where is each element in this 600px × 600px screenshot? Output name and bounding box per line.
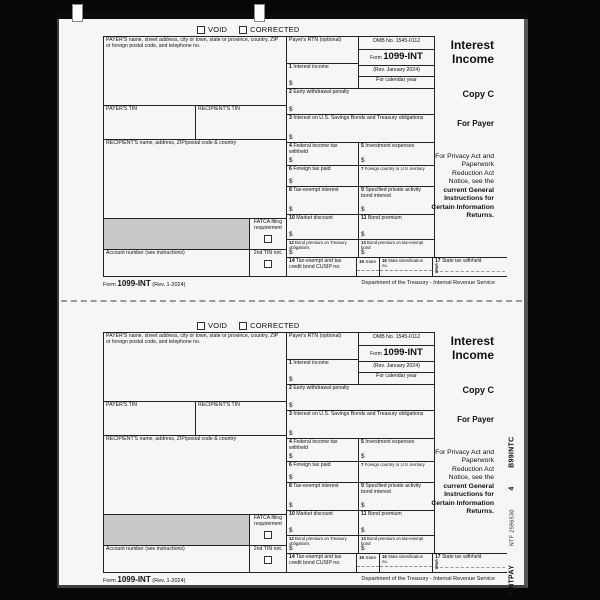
fatca-checkbox[interactable] xyxy=(264,531,272,539)
box-6-foreign-tax-paid xyxy=(286,165,358,186)
state-entry-divider xyxy=(380,270,432,271)
form-number-box xyxy=(358,345,434,361)
corrected-field xyxy=(239,321,299,330)
box-label: Investment expenses xyxy=(365,439,415,445)
state-entry-divider xyxy=(357,566,379,567)
box-label: Foreign tax paid xyxy=(293,462,331,468)
dollar-sign: $ xyxy=(361,156,365,164)
void-corrected-row xyxy=(197,25,299,34)
box-number: 5 xyxy=(361,143,364,149)
margin-code: NTF 2596530 xyxy=(509,509,515,547)
state-entry-divider xyxy=(380,566,432,567)
void-corrected-row xyxy=(197,321,299,330)
fatca-checkbox[interactable] xyxy=(264,235,272,243)
scan-top-bar xyxy=(57,13,528,19)
box-label: Specified private activity bond interest xyxy=(361,483,421,495)
form-title xyxy=(424,39,494,67)
payer-rtn-box xyxy=(286,332,358,359)
box-10-market-discount xyxy=(286,214,358,239)
box-number: 17 xyxy=(435,258,441,264)
box-number: 9 xyxy=(361,187,364,193)
box-5-investment-expenses xyxy=(358,142,434,165)
void-label: VOID xyxy=(208,25,228,34)
box-number: 11 xyxy=(361,215,367,221)
treasury-dept-label: Department of the Treasury - Internal Revenue Service xyxy=(361,280,495,286)
dollar-sign: $ xyxy=(289,375,293,383)
box-number: 12 xyxy=(289,536,294,541)
payer-tin-label: PAYER'S TIN xyxy=(106,402,137,408)
form-word: Form xyxy=(370,351,382,357)
dollar-sign: $ xyxy=(435,565,439,572)
registration-notch xyxy=(72,4,83,22)
payer-rtn-label: Payer's RTN (optional) xyxy=(289,333,342,339)
box-label: Investment expenses xyxy=(365,143,415,149)
corrected-label: CORRECTED xyxy=(250,321,300,330)
account-number-box xyxy=(103,545,249,572)
box-label: Bond premium xyxy=(367,215,402,221)
box-8-tax-exempt-interest xyxy=(286,186,358,214)
box-number: 1 xyxy=(289,360,292,366)
box-13-premium-tax-exempt xyxy=(358,239,434,257)
box-number: 8 xyxy=(289,187,292,193)
box-number: 16 xyxy=(382,258,387,263)
dollar-sign: $ xyxy=(289,205,293,213)
fatca-label: FATCA filing requirement xyxy=(253,515,283,527)
form-title-line2: Income xyxy=(451,347,494,362)
box-number: 15 xyxy=(359,555,365,560)
privacy-notice xyxy=(431,449,494,517)
privacy-notice-bold: current General Instructions for Certain Information Returns. xyxy=(431,482,494,516)
dollar-sign: $ xyxy=(289,401,293,409)
omb-box xyxy=(358,36,434,49)
calendar-year-label: For calendar year xyxy=(376,373,417,379)
shaded-box xyxy=(103,218,249,249)
box-number: 16 xyxy=(382,554,387,559)
box-label: State xyxy=(365,555,377,560)
box-number: 2 xyxy=(289,89,292,95)
dollar-sign: $ xyxy=(289,501,293,509)
margin-code: BINTPAY xyxy=(508,564,516,597)
footer-form-word: Form xyxy=(103,282,116,288)
grid-bottom-border xyxy=(103,276,507,277)
box-number: 6 xyxy=(289,462,292,468)
dollar-sign: $ xyxy=(361,452,365,460)
second-tin-checkbox[interactable] xyxy=(264,260,272,268)
box-number: 2 xyxy=(289,385,292,391)
grid-right-border xyxy=(434,332,435,553)
privacy-notice-regular: For Privacy Act and Paperwork Reduction Act Notice, see the xyxy=(435,449,494,482)
margin-product-codes xyxy=(506,437,519,597)
revision-label: (Rev. January 2024) xyxy=(373,363,420,369)
payer-tin-box xyxy=(103,105,195,139)
box-17-state-tax-withheld xyxy=(432,553,507,572)
recipient-info-label: RECIPIENT'S name, address, ZIP/postal code & country xyxy=(106,140,237,146)
box-16-state-id xyxy=(379,553,432,572)
void-field xyxy=(197,321,227,330)
box-label: Bond premium on Treasury obligations xyxy=(289,536,347,546)
fatca-label: FATCA filing requirement xyxy=(253,219,283,231)
box-1-interest-income xyxy=(286,359,358,384)
corrected-field xyxy=(239,25,299,34)
form-1099-int xyxy=(103,323,509,589)
form-1099-int xyxy=(103,27,509,293)
box-15-state xyxy=(356,553,379,572)
payer-info-box xyxy=(103,332,286,401)
box-number: 9 xyxy=(361,483,364,489)
box-number: 3 xyxy=(289,115,292,121)
recipient-tin-box xyxy=(195,401,286,435)
box-number: 11 xyxy=(361,511,367,517)
form-title xyxy=(424,335,494,363)
box-7-foreign-country xyxy=(358,461,434,482)
box-number: 12 xyxy=(289,240,294,245)
box-8-tax-exempt-interest xyxy=(286,482,358,510)
calendar-year-label: For calendar year xyxy=(376,77,417,83)
dollar-sign: $ xyxy=(435,269,439,276)
box-label: Foreign tax paid xyxy=(293,166,331,172)
revision-label: (Rev. January 2024) xyxy=(373,67,420,73)
dollar-sign: $ xyxy=(289,133,293,141)
box-label: Federal income tax withheld xyxy=(289,439,338,451)
dollar-sign: $ xyxy=(289,473,293,481)
second-tin-label: 2nd TIN not. xyxy=(253,546,283,552)
payer-rtn-label: Payer's RTN (optional) xyxy=(289,37,342,43)
box-4-federal-tax-withheld xyxy=(286,142,358,165)
box-number: 8 xyxy=(289,483,292,489)
box-1-interest-income xyxy=(286,63,358,88)
box-14-cusip xyxy=(286,257,356,276)
box-4-federal-tax-withheld xyxy=(286,438,358,461)
recipient-info-box xyxy=(103,139,286,218)
recipient-info-box xyxy=(103,435,286,514)
box-number: 1 xyxy=(289,64,292,70)
dollar-sign: $ xyxy=(361,501,365,509)
omb-label: OMB No. 1545-0112 xyxy=(372,38,421,44)
box-number: 7 xyxy=(361,462,364,467)
box-6-foreign-tax-paid xyxy=(286,461,358,482)
box-label: State tax withheld xyxy=(441,258,482,264)
privacy-notice-regular: For Privacy Act and Paperwork Reduction Act Notice, see the xyxy=(435,153,494,186)
copy-label: Copy C xyxy=(462,385,494,395)
box-number: 13 xyxy=(361,240,366,245)
box-label: Foreign country or U.S. territory xyxy=(364,166,425,171)
dollar-sign: $ xyxy=(289,230,293,238)
box-label: Market discount xyxy=(296,511,333,517)
dollar-sign: $ xyxy=(289,248,293,256)
box-13-premium-tax-exempt xyxy=(358,535,434,553)
recipient-tin-box xyxy=(195,105,286,139)
registration-notch xyxy=(254,4,265,22)
dollar-sign: $ xyxy=(289,544,293,552)
box-label: State identification no. xyxy=(382,258,424,268)
box-14-cusip xyxy=(286,553,356,572)
box-label: Early withdrawal penalty xyxy=(293,89,350,95)
dollar-sign: $ xyxy=(289,452,293,460)
box-5-investment-expenses xyxy=(358,438,434,461)
box-label: Tax-exempt interest xyxy=(293,483,339,489)
dollar-sign: $ xyxy=(289,156,293,164)
grid-right-border xyxy=(434,36,435,257)
margin-code: 4 xyxy=(508,486,516,491)
box-label: Bond premium xyxy=(367,511,402,517)
omb-box xyxy=(358,332,434,345)
box-11-bond-premium xyxy=(358,510,434,535)
payer-info-box xyxy=(103,36,286,105)
box-label: Interest income xyxy=(293,64,329,70)
corrected-checkbox[interactable] xyxy=(239,26,247,34)
form-word: Form xyxy=(370,55,382,61)
privacy-notice xyxy=(431,153,494,221)
box-label: Specified private activity bond interest xyxy=(361,187,421,199)
box-label: State identification no. xyxy=(382,554,424,564)
box-label: Bond premium on tax-exempt bond xyxy=(361,240,424,250)
account-number-box xyxy=(103,249,249,276)
box-7-foreign-country xyxy=(358,165,434,186)
form-title-line1: Interest xyxy=(450,334,494,348)
fatca-box xyxy=(249,218,286,249)
payer-info-label: PAYER'S name, street address, city or town, state or province, country, ZIP or foreign postal code, and telephone no. xyxy=(106,37,279,49)
box-number: 4 xyxy=(289,143,292,149)
box-number: 3 xyxy=(289,411,292,417)
form-title-line2: Income xyxy=(451,51,494,66)
corrected-checkbox[interactable] xyxy=(239,322,247,330)
box-label: Federal income tax withheld xyxy=(289,143,338,155)
form-title-line1: Interest xyxy=(450,38,494,52)
revision-box xyxy=(358,65,434,76)
box-number: 15 xyxy=(359,259,365,264)
box-number: 6 xyxy=(289,166,292,172)
box-12-premium-treasury xyxy=(286,535,358,553)
shaded-box xyxy=(103,514,249,545)
box-number: 5 xyxy=(361,439,364,445)
payer-rtn-box xyxy=(286,36,358,63)
for-payer-label: For Payer xyxy=(457,119,494,128)
box-3-savings-bonds xyxy=(286,114,434,142)
account-number-label: Account number (see instructions) xyxy=(106,546,185,552)
second-tin-box xyxy=(249,545,286,572)
revision-box xyxy=(358,361,434,372)
second-tin-box xyxy=(249,249,286,276)
box-2-early-withdrawal xyxy=(286,384,434,410)
box-label: Early withdrawal penalty xyxy=(293,385,350,391)
state-entry-divider xyxy=(357,270,379,271)
box-label: State tax withheld xyxy=(441,554,482,560)
dollar-sign: $ xyxy=(289,105,293,113)
box-3-savings-bonds xyxy=(286,410,434,438)
box-number: 7 xyxy=(361,166,364,171)
form-number: 1099-INT xyxy=(383,51,423,62)
footer-form-number: 1099-INT xyxy=(117,279,151,288)
box-label: State xyxy=(365,259,377,264)
footer-form-id xyxy=(103,279,185,288)
box-number: 4 xyxy=(289,439,292,445)
payer-info-label: PAYER'S name, street address, city or town, state or province, country, ZIP or foreign postal code, and telephone no. xyxy=(106,333,279,345)
dollar-sign: $ xyxy=(361,230,365,238)
margin-code: B99INTC xyxy=(508,436,516,468)
recipient-tin-label: RECIPIENT'S TIN xyxy=(198,106,240,112)
grid-bottom-border xyxy=(103,572,507,573)
dollar-sign: $ xyxy=(289,79,293,87)
box-17-state-tax-withheld xyxy=(432,257,507,276)
box-label: Tax-exempt and tax credit bond CUSIP no. xyxy=(289,258,342,270)
payer-tin-label: PAYER'S TIN xyxy=(106,106,137,112)
box-label: Interest on U.S. Savings Bonds and Treasury obligations xyxy=(293,411,424,417)
copy-label: Copy C xyxy=(462,89,494,99)
box-label: Foreign country or U.S. territory xyxy=(364,462,425,467)
box-label: Interest on U.S. Savings Bonds and Treasury obligations xyxy=(293,115,424,121)
recipient-tin-label: RECIPIENT'S TIN xyxy=(198,402,240,408)
payer-tin-box xyxy=(103,401,195,435)
dollar-sign: $ xyxy=(435,560,505,568)
box-label: Bond premium on tax-exempt bond xyxy=(361,536,424,546)
calendar-year-box xyxy=(358,76,434,88)
dollar-sign: $ xyxy=(289,429,293,437)
box-11-bond-premium xyxy=(358,214,434,239)
calendar-year-box xyxy=(358,372,434,384)
scanned-form-sheet xyxy=(57,13,528,597)
footer-rev-label: (Rev. 1-2024) xyxy=(152,578,186,584)
box-15-state xyxy=(356,257,379,276)
dollar-sign: $ xyxy=(361,248,365,256)
box-9-private-activity-bond xyxy=(358,186,434,214)
dollar-sign: $ xyxy=(361,526,365,534)
box-number: 14 xyxy=(289,554,295,560)
box-number: 17 xyxy=(435,554,441,560)
form-number: 1099-INT xyxy=(383,347,423,358)
footer-form-number: 1099-INT xyxy=(117,575,151,584)
box-10-market-discount xyxy=(286,510,358,535)
form-copy-top xyxy=(103,27,509,293)
dollar-sign: $ xyxy=(289,177,293,185)
box-number: 10 xyxy=(289,215,295,221)
box-label: Market discount xyxy=(296,215,333,221)
footer-rev-label: (Rev. 1-2024) xyxy=(152,282,186,288)
box-16-state-id xyxy=(379,257,432,276)
box-12-premium-treasury xyxy=(286,239,358,257)
dollar-sign: $ xyxy=(435,264,505,272)
footer-form-id xyxy=(103,575,185,584)
box-label: Interest income xyxy=(293,360,329,366)
box-2-early-withdrawal xyxy=(286,88,434,114)
privacy-notice-bold: current General Instructions for Certain Information Returns. xyxy=(431,186,494,220)
dollar-sign: $ xyxy=(289,526,293,534)
box-number: 14 xyxy=(289,258,295,264)
box-number: 10 xyxy=(289,511,295,517)
void-checkbox[interactable] xyxy=(197,322,205,330)
box-label: Tax-exempt interest xyxy=(293,187,339,193)
treasury-dept-label: Department of the Treasury - Internal Revenue Service xyxy=(361,576,495,582)
dollar-sign: $ xyxy=(361,205,365,213)
for-payer-label: For Payer xyxy=(457,415,494,424)
box-number: 13 xyxy=(361,536,366,541)
form-number-box xyxy=(358,49,434,65)
void-field xyxy=(197,25,227,34)
void-label: VOID xyxy=(208,321,228,330)
account-number-label: Account number (see instructions) xyxy=(106,250,185,256)
corrected-label: CORRECTED xyxy=(250,25,300,34)
recipient-info-label: RECIPIENT'S name, address, ZIP/postal code & country xyxy=(106,436,237,442)
second-tin-checkbox[interactable] xyxy=(264,556,272,564)
box-label: Tax-exempt and tax credit bond CUSIP no. xyxy=(289,554,342,566)
dollar-sign: $ xyxy=(361,544,365,552)
second-tin-label: 2nd TIN not. xyxy=(253,250,283,256)
perforation-line xyxy=(61,300,522,302)
box-9-private-activity-bond xyxy=(358,482,434,510)
fatca-box xyxy=(249,514,286,545)
void-checkbox[interactable] xyxy=(197,26,205,34)
box-label: Bond premium on Treasury obligations xyxy=(289,240,347,250)
form-copy-bottom xyxy=(103,323,509,589)
footer-form-word: Form xyxy=(103,578,116,584)
omb-label: OMB No. 1545-0112 xyxy=(372,334,421,340)
